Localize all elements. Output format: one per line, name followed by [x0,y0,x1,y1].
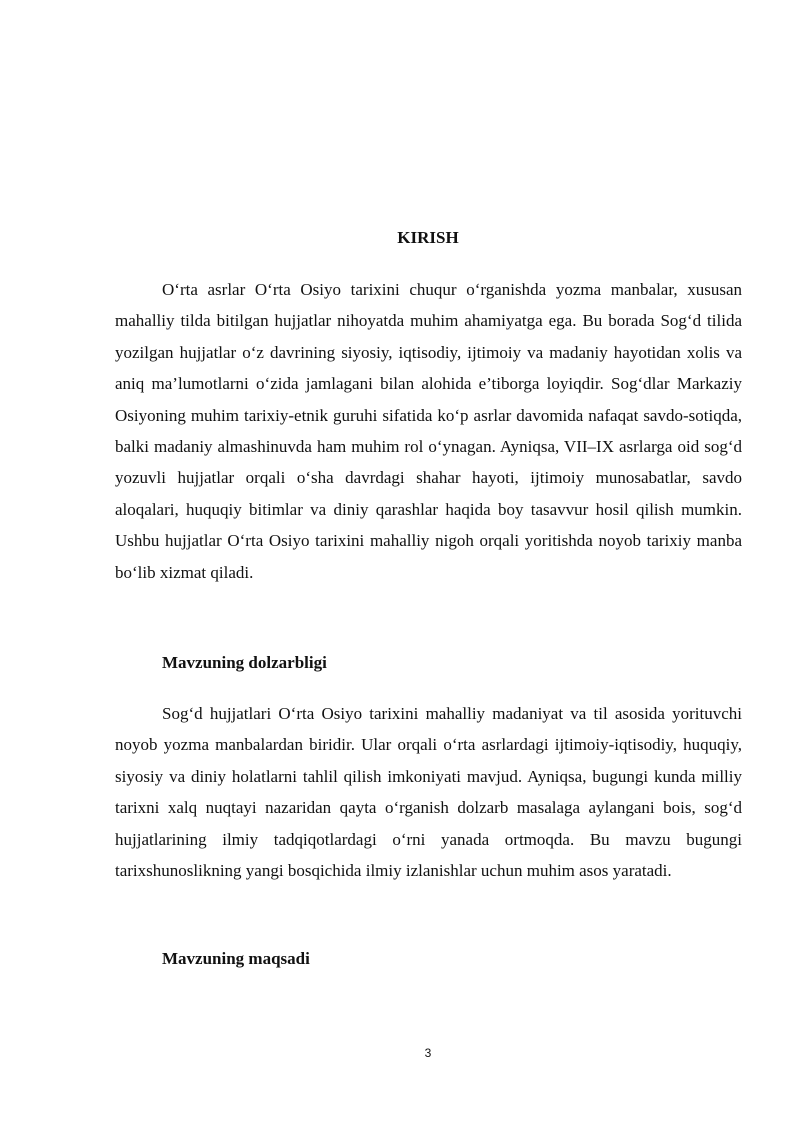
subheading-relevance: Mavzuning dolzarbligi [162,653,327,672]
relevance-paragraph: Sog‘d hujjatlari O‘rta Osiyo tarixini mahalliy madaniyat va til asosida yorituvchi noyob yozma manbalardan biridir. Ular orqali o‘rta asrlardagi ijtimoiy-iqtisodiy, huquqiy, siyosiy va diniy holatlarni tahlil qilish imkoniyati mavjud. Ayniqsa, bugungi kunda milliy tarixni xalq nuqtayi nazaridan qayta o‘rganish dolzarb masalaga aylangani bois, sog‘d hujjatlarining ilmiy tadqiqotlardagi o‘rni yanada ortmoqda. Bu mavzu bugungi tarixshunoslikning yangi bosqichida ilmiy izlanishlar uchun muhim asos yaratadi. [115,704,742,881]
page-number: 3 [424,1046,432,1060]
section-heading: KIRISH [397,228,459,247]
intro-paragraph: O‘rta asrlar O‘rta Osiyo tarixini chuqur o‘rganishda yozma manbalar, xususan mahalliy tilda bitilgan hujjatlar nihoyatda muhim ahamiyatga ega. Bu borada Sog‘d tilida yozilgan hujjatlar o‘z davrining siyosiy, iqtisodiy, ijtimoiy va madaniy hayotidan xolis va aniq ma’lumotlarni o‘zida jamlagani bilan alohida e’tiborga loyiqdir. Sog‘dlar Markaziy Osiyoning muhim tarixiy-etnik guruhi sifatida ko‘p asrlar davomida nafaqat savdo-sotiqda, balki madaniy almashinuvda ham muhim rol o‘ynagan. Ayniqsa, VII–IX asrlarga oid sog‘d yozuvli hujjatlar orqali o‘sha davrdagi shahar hayoti, ijtimoiy munosabatlar, savdo aloqalari, huquqiy bitimlar va diniy qarashlar haqida boy tasavvur hosil qilish mumkin. Ushbu hujjatlar O‘rta Osiyo tarixini mahalliy nigoh orqali yoritishda noyob tarixiy manba bo‘lib xizmat qiladi. [115,280,742,582]
subheading-purpose: Mavzuning maqsadi [162,949,310,968]
